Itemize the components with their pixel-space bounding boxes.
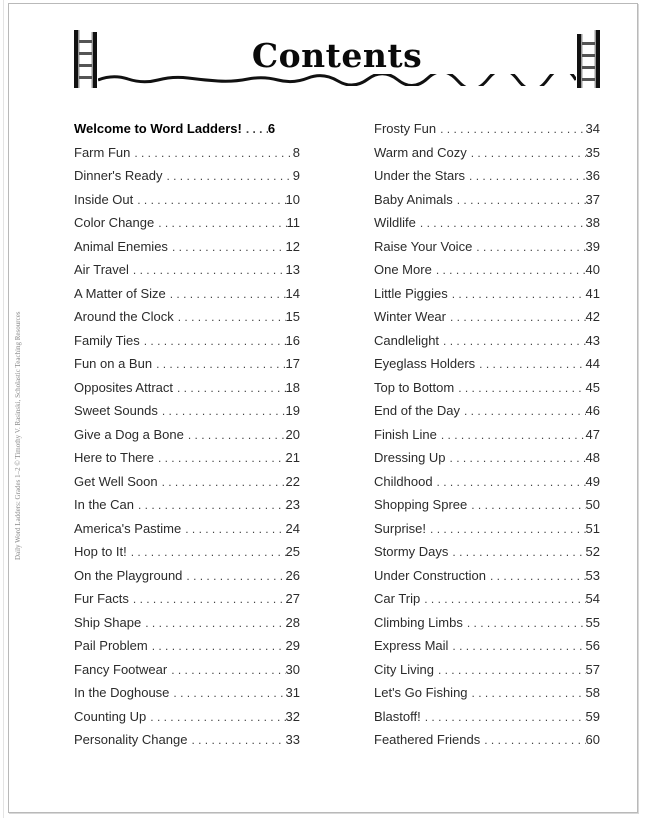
toc-entry-page: 43 [585, 332, 600, 348]
dot-leader [452, 545, 585, 559]
toc-entry-title: Farm Fun [74, 144, 131, 160]
toc-entry[interactable] [74, 333, 300, 357]
toc-entry-page: 55 [585, 614, 600, 630]
toc-entry-page: 10 [285, 191, 300, 207]
toc-entry[interactable] [374, 732, 600, 756]
toc-entry-page: 36 [585, 168, 600, 183]
toc-entry[interactable] [374, 521, 600, 545]
toc-entry[interactable] [74, 309, 300, 333]
toc-entry[interactable] [374, 685, 600, 709]
toc-entry[interactable] [74, 662, 300, 686]
toc-entry-title: Baby Animals [374, 191, 453, 207]
toc-entry[interactable] [74, 615, 300, 639]
wavy-divider [98, 74, 576, 86]
toc-entry[interactable] [374, 333, 600, 357]
toc-entry-title: Dressing Up [374, 450, 446, 465]
toc-entry-page: 41 [585, 285, 600, 301]
dot-leader [177, 381, 286, 395]
dot-leader [172, 240, 286, 254]
toc-entry[interactable] [374, 474, 600, 498]
toc-entry[interactable] [74, 568, 300, 592]
toc-entry[interactable] [74, 380, 300, 404]
toc-entry-page: 37 [585, 191, 600, 207]
dot-leader [443, 334, 585, 348]
toc-entry[interactable] [74, 709, 300, 733]
toc-entry-page: 30 [285, 661, 300, 677]
toc-entry[interactable] [374, 121, 600, 145]
toc-entry-page: 42 [585, 309, 600, 324]
toc-entry[interactable] [374, 638, 600, 662]
dot-leader [191, 733, 285, 747]
dot-leader [430, 522, 586, 536]
toc-entry-title: On the Playground [74, 567, 183, 583]
dot-leader [471, 146, 586, 160]
toc-entry-title: In the Can [74, 497, 134, 512]
dot-leader [467, 616, 586, 630]
toc-entry[interactable] [374, 568, 600, 592]
toc-entry-page: 44 [585, 356, 600, 371]
contents-header [72, 28, 602, 90]
toc-entry[interactable] [74, 121, 300, 145]
dot-leader [472, 686, 586, 700]
toc-entry-page: 57 [585, 661, 600, 677]
dot-leader [452, 287, 586, 301]
dot-leader [170, 287, 286, 301]
toc-entry-title: Car Trip [374, 591, 421, 606]
toc-entry[interactable] [74, 403, 300, 427]
toc-entry[interactable] [374, 356, 600, 380]
toc-entry-title: Eyeglass Holders [374, 356, 476, 371]
dot-leader [162, 404, 286, 418]
toc-entry[interactable] [374, 403, 600, 427]
toc-entry[interactable] [374, 662, 600, 686]
toc-entry-page: 40 [585, 262, 600, 277]
toc-entry[interactable] [374, 544, 600, 568]
toc-entry-title: America's Pastime [74, 520, 182, 536]
toc-entry-title: Childhood [374, 473, 433, 489]
toc-entry-title: Hop to It! [74, 544, 127, 559]
dot-leader [137, 193, 285, 207]
toc-entry-title: Under Construction [374, 567, 486, 583]
toc-entry[interactable] [74, 544, 300, 568]
toc-entry[interactable] [374, 450, 600, 474]
toc-entry[interactable] [74, 521, 300, 545]
toc-entry-page: 54 [585, 591, 600, 606]
toc-entry-page: 47 [585, 426, 600, 442]
dot-leader [131, 545, 286, 559]
toc-entry-page: 59 [585, 708, 600, 724]
toc-entry-title: Warm and Cozy [374, 144, 467, 160]
toc-entry-title: Blastoff! [374, 708, 421, 724]
dot-leader [166, 169, 292, 183]
dot-leader [437, 475, 586, 489]
toc-entry-page: 17 [285, 356, 300, 371]
dot-leader [438, 663, 586, 677]
toc-entry-title: Feathered Friends [374, 732, 481, 747]
dot-leader [476, 240, 585, 254]
toc-entry-page: 58 [585, 685, 600, 700]
dot-leader [464, 404, 586, 418]
dot-leader [138, 498, 286, 512]
toc-entry-title: City Living [374, 661, 434, 677]
toc-entry[interactable] [374, 615, 600, 639]
toc-entry[interactable] [374, 192, 600, 216]
toc-entry[interactable] [74, 638, 300, 662]
toc-entry-title: Wildlife [374, 215, 416, 230]
toc-entry[interactable] [74, 685, 300, 709]
toc-entry-page: 49 [585, 473, 600, 489]
toc-entry-title: Get Well Soon [74, 473, 158, 489]
toc-entry-title: Counting Up [74, 708, 147, 724]
toc-entry[interactable] [374, 309, 600, 333]
dot-leader [450, 310, 586, 324]
toc-entry-title: Sweet Sounds [74, 403, 158, 418]
toc-entry[interactable] [74, 356, 300, 380]
page-title: Contents [251, 36, 423, 75]
toc-entry[interactable] [74, 215, 300, 239]
toc-entry-page: 16 [285, 332, 300, 348]
toc-entry-page: 19 [285, 403, 300, 418]
dot-leader [152, 639, 286, 653]
dot-leader [457, 193, 586, 207]
dot-leader [133, 592, 286, 606]
toc-entry[interactable] [74, 474, 300, 498]
toc-entry-title: Inside Out [74, 191, 134, 207]
toc-entry-title: Fun on a Bun [74, 356, 153, 371]
dot-leader [471, 498, 585, 512]
dot-leader [450, 451, 586, 465]
dot-leader [150, 710, 285, 724]
ladder-icon [574, 30, 602, 88]
toc-entry[interactable] [74, 286, 300, 310]
toc-entry-page: 26 [285, 567, 300, 583]
toc-entry-title: Here to There [74, 450, 154, 465]
toc-entry-title: Candlelight [374, 332, 440, 348]
toc-entry-page: 23 [285, 497, 300, 512]
toc-entry-page: 39 [585, 238, 600, 254]
toc-entry-title: Personality Change [74, 732, 188, 747]
toc-entry-page: 18 [285, 379, 300, 395]
dot-leader [420, 216, 586, 230]
toc-entry-page: 34 [585, 121, 600, 136]
toc-entry-title: Top to Bottom [374, 379, 455, 395]
toc-entry-page: 50 [585, 497, 600, 512]
toc-entry-title: In the Doghouse [74, 685, 170, 700]
dot-leader [162, 475, 286, 489]
toc-entry-page: 60 [585, 732, 600, 747]
side-credit: Daily Word Ladders: Grades 1–2 © Timothy V. Rasinski, Scholastic Teaching Resources [14, 311, 22, 560]
toc-entry-page: 24 [285, 520, 300, 536]
toc-entry-page: 52 [585, 544, 600, 559]
toc-column-right [374, 121, 600, 756]
toc-entry[interactable] [374, 262, 600, 286]
toc-entry-page: 38 [585, 215, 600, 230]
toc-entry-page: 32 [285, 708, 300, 724]
toc-entry-title: A Matter of Size [74, 285, 166, 301]
dot-leader [452, 639, 585, 653]
toc-entry-title: Pail Problem [74, 638, 148, 653]
toc-entry-page: 22 [285, 473, 300, 489]
toc-entry-page: 9 [292, 168, 300, 183]
toc-entry-title: Express Mail [374, 638, 449, 653]
toc-entry-page: 12 [285, 238, 300, 254]
dot-leader [441, 428, 586, 442]
toc-entry[interactable] [374, 168, 600, 192]
dot-leader [246, 122, 268, 136]
dot-leader [156, 357, 285, 371]
toc-entry-title: Shopping Spree [374, 497, 468, 512]
toc-entry-title: Climbing Limbs [374, 614, 463, 630]
toc-entry[interactable] [74, 591, 300, 615]
dot-leader [144, 334, 286, 348]
dot-leader [424, 592, 585, 606]
toc-entry[interactable] [74, 262, 300, 286]
toc-entry[interactable] [374, 497, 600, 521]
toc-entry[interactable] [74, 732, 300, 756]
dot-leader [173, 686, 285, 700]
toc-entry-page: 28 [285, 614, 300, 630]
dot-leader [158, 451, 286, 465]
toc-entry-title: Stormy Days [374, 544, 449, 559]
toc-entry[interactable] [74, 497, 300, 521]
toc-entry[interactable] [374, 591, 600, 615]
toc-entry-title: Dinner's Ready [74, 168, 163, 183]
toc-entry[interactable] [374, 709, 600, 733]
dot-leader [185, 522, 285, 536]
toc-entry-title: Color Change [74, 215, 155, 230]
dot-leader [436, 263, 586, 277]
toc-entry-page: 15 [285, 309, 300, 324]
toc-entry-title: Raise Your Voice [374, 238, 473, 254]
dot-leader [440, 122, 585, 136]
toc-entry[interactable] [374, 427, 600, 451]
toc-entry-title: Little Piggies [374, 285, 448, 301]
dot-leader [188, 428, 286, 442]
dot-leader [145, 616, 285, 630]
toc-entry-page: 51 [585, 520, 600, 536]
toc-entry-page: 27 [285, 591, 300, 606]
dot-leader [178, 310, 286, 324]
toc-entry-page: 48 [585, 450, 600, 465]
toc-entry-page: 14 [285, 285, 300, 301]
toc-entry-title: Animal Enemies [74, 238, 168, 254]
toc-entry-title: Fancy Footwear [74, 661, 168, 677]
toc-entry-title: Surprise! [374, 520, 427, 536]
toc-entry-title: Around the Clock [74, 309, 174, 324]
toc-entry[interactable] [374, 286, 600, 310]
toc-entry-page: 56 [585, 638, 600, 653]
toc-entry-title: Give a Dog a Bone [74, 426, 184, 442]
dot-leader [490, 569, 586, 583]
dot-leader [158, 216, 286, 230]
toc-entry-title: Finish Line [374, 426, 437, 442]
toc-entry[interactable] [74, 239, 300, 263]
toc-entry-title: Under the Stars [374, 168, 466, 183]
toc-entry-page: 21 [285, 450, 300, 465]
toc-entry-page: 53 [585, 567, 600, 583]
toc-entry[interactable] [374, 145, 600, 169]
dot-leader [469, 169, 585, 183]
page-edge [3, 0, 4, 818]
toc-entry[interactable] [74, 145, 300, 169]
toc-entry[interactable] [74, 427, 300, 451]
toc-entry-page: 25 [285, 544, 300, 559]
toc-entry[interactable] [74, 450, 300, 474]
toc-entry-title: Let's Go Fishing [374, 685, 468, 700]
toc-entry[interactable] [374, 215, 600, 239]
toc-entry[interactable] [374, 239, 600, 263]
toc-entry-title: Air Travel [74, 262, 129, 277]
dot-leader [134, 146, 292, 160]
dot-leader [484, 733, 585, 747]
toc-entry-page: 33 [285, 732, 300, 747]
dot-leader [479, 357, 585, 371]
toc-entry-title: Winter Wear [374, 309, 446, 324]
toc-entry-title: Family Ties [74, 332, 140, 348]
toc-entry-title: Opposites Attract [74, 379, 173, 395]
dot-leader [171, 663, 285, 677]
toc-entry-page: 46 [585, 403, 600, 418]
toc-entry-page: 29 [285, 638, 300, 653]
toc-entry-title: Welcome to Word Ladders! [74, 121, 242, 136]
dot-leader [133, 263, 286, 277]
toc-entry-page: 20 [285, 426, 300, 442]
toc-entry-page: 13 [285, 262, 300, 277]
toc-entry[interactable] [74, 192, 300, 216]
toc-entry-title: Ship Shape [74, 614, 142, 630]
toc-entry[interactable] [74, 168, 300, 192]
toc-entry-title: End of the Day [374, 403, 460, 418]
toc-entry-title: One More [374, 262, 432, 277]
toc-entry-page: 11 [286, 215, 300, 230]
toc-entry-page: 45 [585, 379, 600, 395]
toc-entry-page: 35 [585, 144, 600, 160]
dot-leader [186, 569, 285, 583]
dot-leader [458, 381, 585, 395]
toc-entry-title: Fur Facts [74, 591, 129, 606]
dot-leader [425, 710, 586, 724]
toc-entry-title: Frosty Fun [374, 121, 437, 136]
toc-entry-page: 31 [285, 685, 300, 700]
toc-column-left [74, 121, 300, 756]
toc-entry[interactable] [374, 380, 600, 404]
toc-entry-page: 6 [267, 121, 276, 136]
toc-entry-page: 8 [292, 144, 300, 160]
